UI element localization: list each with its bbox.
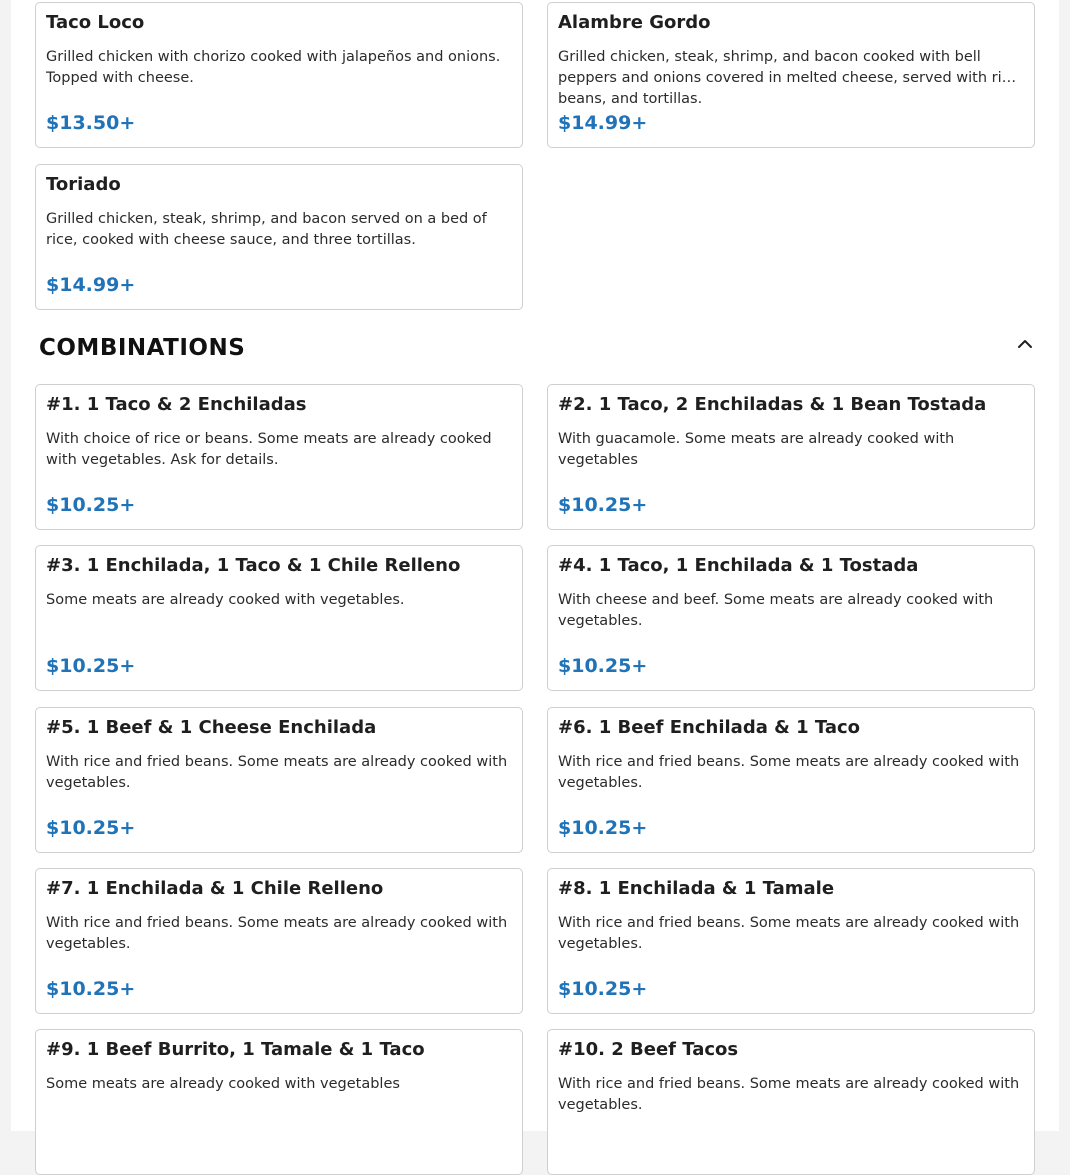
menu-item-name: #7. 1 Enchilada & 1 Chile Relleno	[46, 878, 384, 899]
menu-item-price: $10.25+	[558, 494, 648, 516]
menu-item-description: Grilled chicken, steak, shrimp, and bacon cooked with bell peppers and onions covered in melted cheese, served with rice, beans, and tortillas.	[558, 49, 1024, 107]
menu-item-description: With rice and fried beans. Some meats are already cooked with vegetables.	[558, 915, 1020, 952]
menu-item-description: Grilled chicken, steak, shrimp, and bacon served on a bed of rice, cooked with cheese sauce, and three tortillas.	[46, 211, 487, 248]
menu-item-card[interactable]	[35, 707, 523, 853]
menu-item-description: With rice and fried beans. Some meats are already cooked with vegetables.	[558, 754, 1020, 791]
menu-item-name: #6. 1 Beef Enchilada & 1 Taco	[558, 717, 861, 738]
menu-item-card[interactable]	[35, 1029, 523, 1175]
menu-item-description: With cheese and beef. Some meats are already cooked with vegetables.	[558, 592, 994, 629]
menu-item-name: #3. 1 Enchilada, 1 Taco & 1 Chile Relleno	[46, 555, 461, 576]
menu-item-price: $10.25+	[46, 978, 136, 1000]
menu-item-description: With choice of rice or beans. Some meats are already cooked with vegetables. Ask for details.	[46, 431, 492, 468]
menu-item-price: $10.25+	[558, 817, 648, 839]
menu-item-price: $13.50+	[46, 112, 136, 134]
menu-item-card[interactable]	[35, 868, 523, 1014]
menu-item-name: Taco Loco	[46, 12, 145, 33]
chevron-up-icon	[1015, 333, 1035, 353]
menu-item-card[interactable]	[547, 868, 1035, 1014]
menu-item-card[interactable]	[547, 1029, 1035, 1175]
menu-item-price: $10.25+	[558, 655, 648, 677]
menu-item-description: With rice and fried beans. Some meats are already cooked with vegetables.	[46, 915, 508, 952]
menu-item-price: $10.25+	[46, 655, 136, 677]
menu-item-price: $10.25+	[46, 494, 136, 516]
menu-item-description: With rice and fried beans. Some meats are already cooked with vegetables.	[558, 1076, 1020, 1113]
menu-item-description: Some meats are already cooked with vegetables.	[46, 592, 405, 608]
menu-item-name: #5. 1 Beef & 1 Cheese Enchilada	[46, 717, 377, 738]
menu-item-name: #4. 1 Taco, 1 Enchilada & 1 Tostada	[558, 555, 919, 576]
menu-item-card[interactable]	[35, 164, 523, 310]
menu-item-price: $14.99+	[46, 274, 136, 296]
menu-item-card[interactable]	[547, 545, 1035, 691]
menu-item-card[interactable]	[547, 707, 1035, 853]
menu-item-price: $14.99+	[558, 112, 648, 134]
menu-item-card[interactable]	[35, 2, 523, 148]
menu-item-card[interactable]	[35, 545, 523, 691]
section-title: COMBINATIONS	[39, 335, 246, 361]
menu-item-card[interactable]	[35, 384, 523, 530]
menu-item-card[interactable]	[547, 384, 1035, 530]
menu-item-price: $10.25+	[46, 817, 136, 839]
menu-item-name: #2. 1 Taco, 2 Enchiladas & 1 Bean Tostada	[558, 394, 987, 415]
menu-item-name: #1. 1 Taco & 2 Enchiladas	[46, 394, 307, 415]
menu-item-description: Grilled chicken with chorizo cooked with jalapeños and onions. Topped with cheese.	[46, 49, 501, 86]
menu-page	[11, 0, 1059, 1131]
menu-item-name: #8. 1 Enchilada & 1 Tamale	[558, 878, 835, 899]
menu-item-name: #10. 2 Beef Tacos	[558, 1039, 739, 1060]
menu-item-description: With guacamole. Some meats are already cooked with vegetables	[558, 431, 955, 468]
menu-item-description: With rice and fried beans. Some meats are already cooked with vegetables.	[46, 754, 508, 791]
menu-item-description: Some meats are already cooked with vegetables	[46, 1076, 400, 1092]
collapse-section-button[interactable]	[1015, 333, 1035, 353]
menu-item-name: #9. 1 Beef Burrito, 1 Tamale & 1 Taco	[46, 1039, 425, 1060]
menu-item-card[interactable]	[547, 2, 1035, 148]
menu-item-price: $10.25+	[558, 978, 648, 1000]
menu-item-name: Toriado	[46, 174, 121, 195]
menu-item-name: Alambre Gordo	[558, 12, 711, 33]
